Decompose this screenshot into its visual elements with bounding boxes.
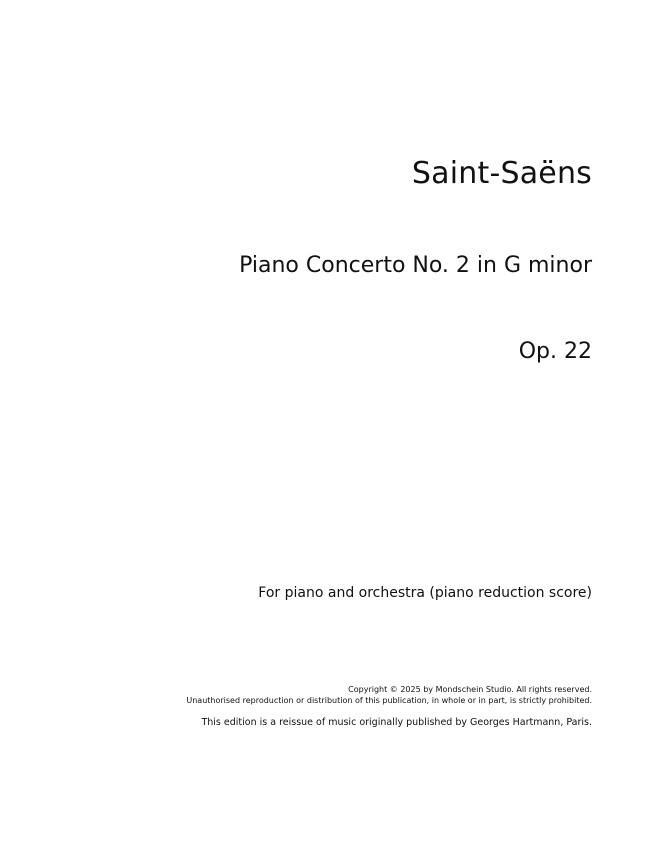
- work-title: Piano Concerto No. 2 in G minor: [239, 253, 592, 278]
- reissue-note: This edition is a reissue of music originally published by Georges Hartmann, Paris.: [201, 717, 592, 728]
- composer-name: Saint-Saëns: [411, 156, 592, 191]
- copyright-notice: Copyright © 2025 by Mondschein Studio. All rights reserved.: [348, 685, 592, 694]
- instrumentation-note: For piano and orchestra (piano reduction score): [258, 585, 592, 601]
- reproduction-notice: Unauthorised reproduction or distribution of this publication, in whole or in part, is strictly prohibited.: [186, 696, 592, 705]
- opus-number: Op. 22: [518, 339, 592, 364]
